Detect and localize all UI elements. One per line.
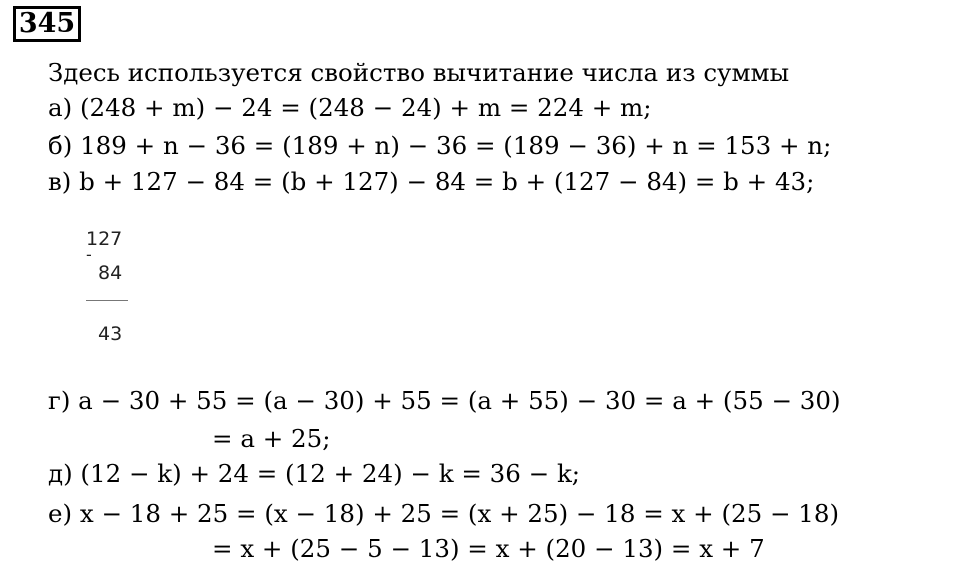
line-a: а) (248 + m) − 24 = (248 − 24) + m = 224 + m; — [48, 93, 652, 122]
column-minuend: 127 — [86, 228, 123, 250]
intro-text: Здесь используется свойство вычитание числа из суммы — [48, 58, 790, 87]
line-e-continued: = x + (25 − 5 − 13) = x + (20 − 13) = x + 7 — [212, 534, 765, 563]
column-minus-sign: - — [86, 245, 92, 264]
column-divider — [86, 300, 128, 301]
column-result: 43 — [98, 323, 123, 345]
line-g-continued: = a + 25; — [212, 424, 331, 453]
column-subtrahend: 84 — [98, 262, 123, 284]
line-g: г) а − 30 + 55 = (a − 30) + 55 = (a + 55) − 30 = a + (55 − 30) — [48, 386, 841, 415]
line-d: д) (12 − k) + 24 = (12 + 24) − k = 36 − k; — [48, 459, 581, 488]
task-number-badge: 345 — [13, 6, 81, 42]
line-v: в) b + 127 − 84 = (b + 127) − 84 = b + (127 − 84) = b + 43; — [48, 167, 815, 196]
line-e: е) х − 18 + 25 = (x − 18) + 25 = (x + 25) − 18 = x + (25 − 18) — [48, 499, 840, 528]
line-b: б) 189 + n − 36 = (189 + n) − 36 = (189 − 36) + n = 153 + n; — [48, 131, 832, 160]
